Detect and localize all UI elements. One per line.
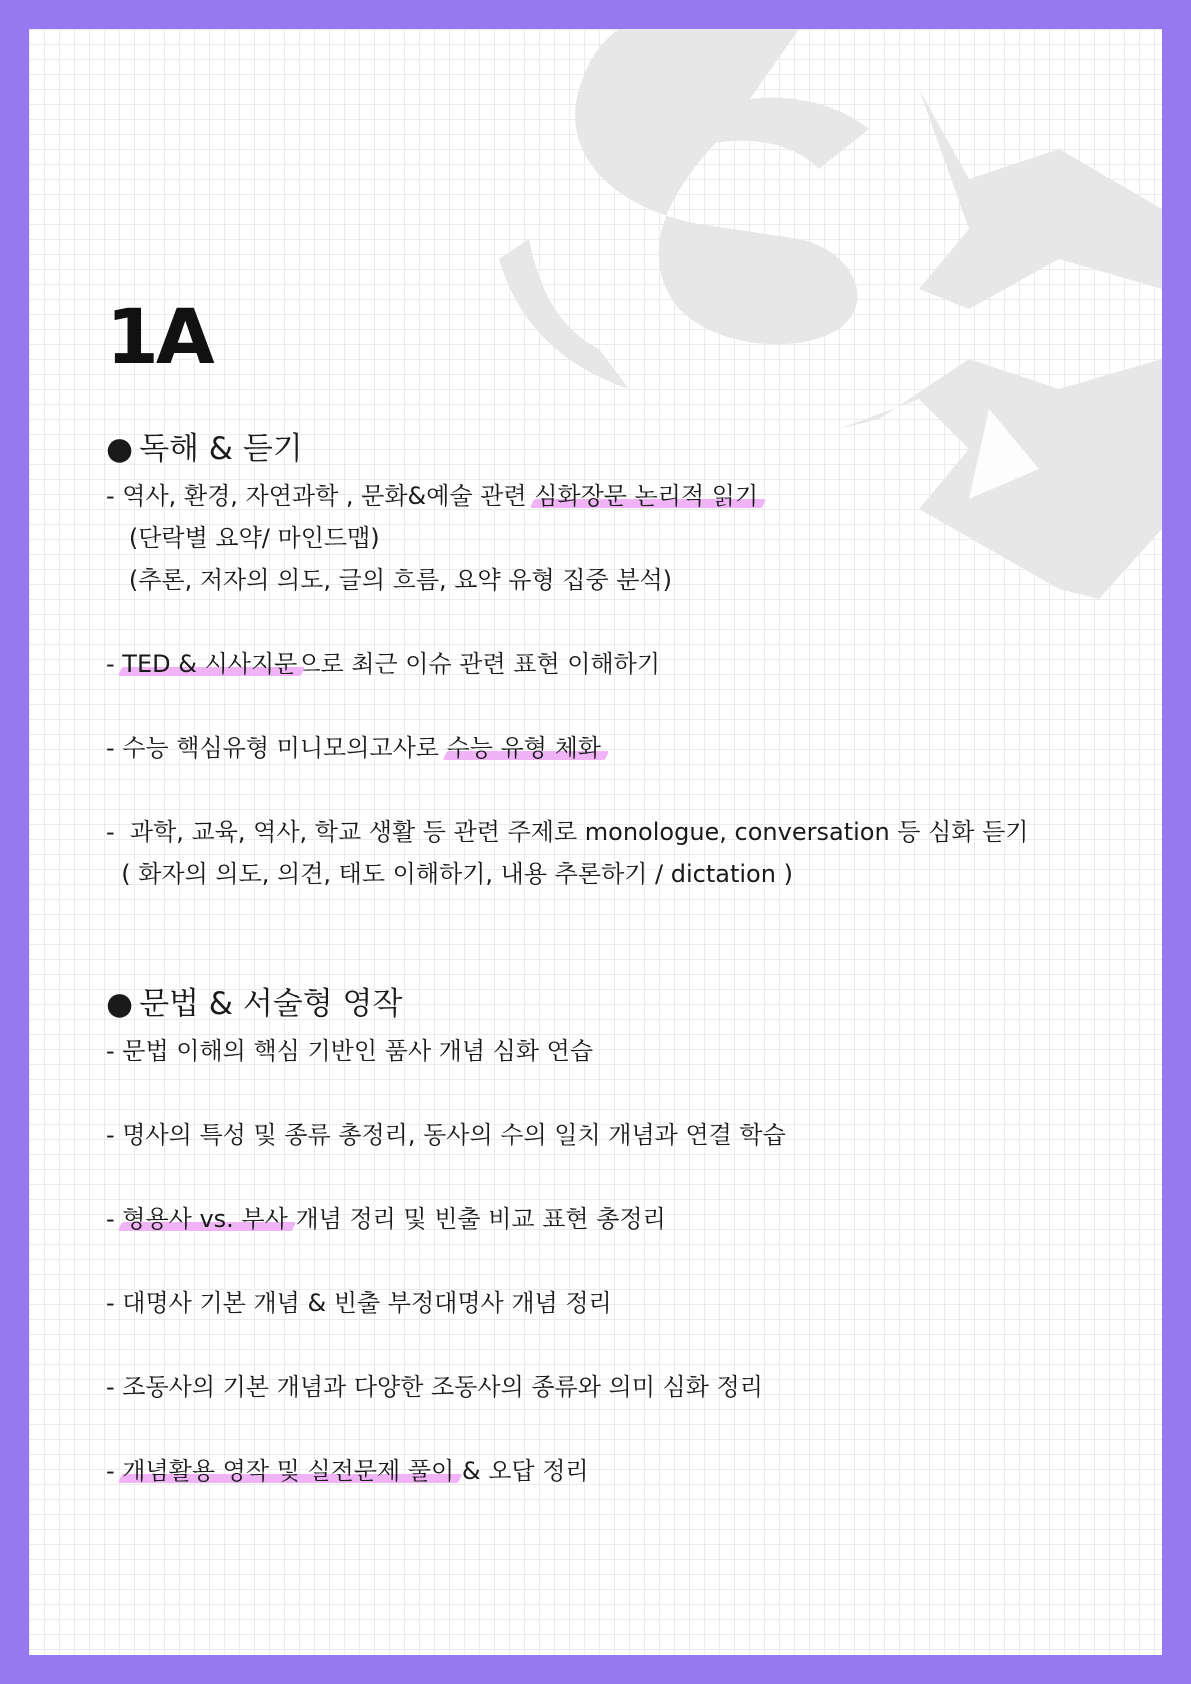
list-item [106, 1450, 786, 1492]
item-text: - [106, 1457, 123, 1485]
document-page [29, 29, 1162, 1655]
item-text: - [106, 650, 123, 678]
section-title: 독해 & 듣기 [139, 431, 303, 467]
section-grammar-writing [106, 984, 786, 1492]
list-item [106, 811, 1028, 853]
list-item [106, 517, 1028, 559]
item-text: (단락별 요약/ 마인드맵) [106, 524, 380, 552]
list-item [106, 727, 1028, 769]
list-item [106, 643, 1028, 685]
item-text: - 수능 핵심유형 미니모의고사로 [106, 734, 447, 762]
bullet-icon: ● [106, 986, 134, 1022]
item-text: 개념 정리 및 빈출 비교 표현 총정리 [287, 1205, 666, 1233]
list-item [106, 559, 1028, 601]
list-item [106, 1030, 786, 1072]
item-text: - [106, 1205, 123, 1233]
list-item [106, 1366, 786, 1408]
section-reading-listening [106, 429, 1028, 895]
section-heading [106, 984, 786, 1024]
bullet-icon: ● [106, 431, 134, 467]
highlighted-text: 심화장문 논리적 읽기 [534, 482, 759, 510]
list-item [106, 475, 1028, 517]
item-text: & 오답 정리 [454, 1457, 589, 1485]
item-text: - 역사, 환경, 자연과학 , 문화&예술 관련 [106, 482, 535, 510]
item-text: - 대명사 기본 개념 & 빈출 부정대명사 개념 정리 [106, 1289, 612, 1317]
item-text: - 조동사의 기본 개념과 다양한 조동사의 종류와 의미 심화 정리 [106, 1373, 763, 1401]
item-text: ( 화자의 의도, 의견, 태도 이해하기, 내용 추론하기 / dictation ) [106, 860, 793, 888]
highlighted-text: TED & 시사지문 [122, 650, 298, 678]
list-item [106, 1198, 786, 1240]
grade-title: 1A [106, 292, 212, 381]
item-text: - 과학, 교육, 역사, 학교 생활 등 관련 주제로 monologue, conversation 등 심화 듣기 [106, 818, 1029, 846]
item-text: 으로 최근 이슈 관련 표현 이해하기 [297, 650, 661, 678]
highlighted-text: 개념활용 영작 및 실전문제 풀이 [122, 1457, 455, 1485]
highlighted-text: 수능 유형 체화 [446, 734, 601, 762]
section-heading [106, 429, 1028, 469]
item-text: (추론, 저자의 의도, 글의 흐름, 요약 유형 집중 분석) [106, 566, 673, 594]
section-title: 문법 & 서술형 영작 [139, 986, 403, 1022]
highlighted-text: 형용사 vs. 부사 [122, 1205, 288, 1233]
list-item [106, 1114, 786, 1156]
item-text: - 문법 이해의 핵심 기반인 품사 개념 심화 연습 [106, 1037, 594, 1065]
list-item [106, 853, 1028, 895]
item-text: - 명사의 특성 및 종류 총정리, 동사의 수의 일치 개념과 연결 학습 [106, 1121, 786, 1149]
list-item [106, 1282, 786, 1324]
